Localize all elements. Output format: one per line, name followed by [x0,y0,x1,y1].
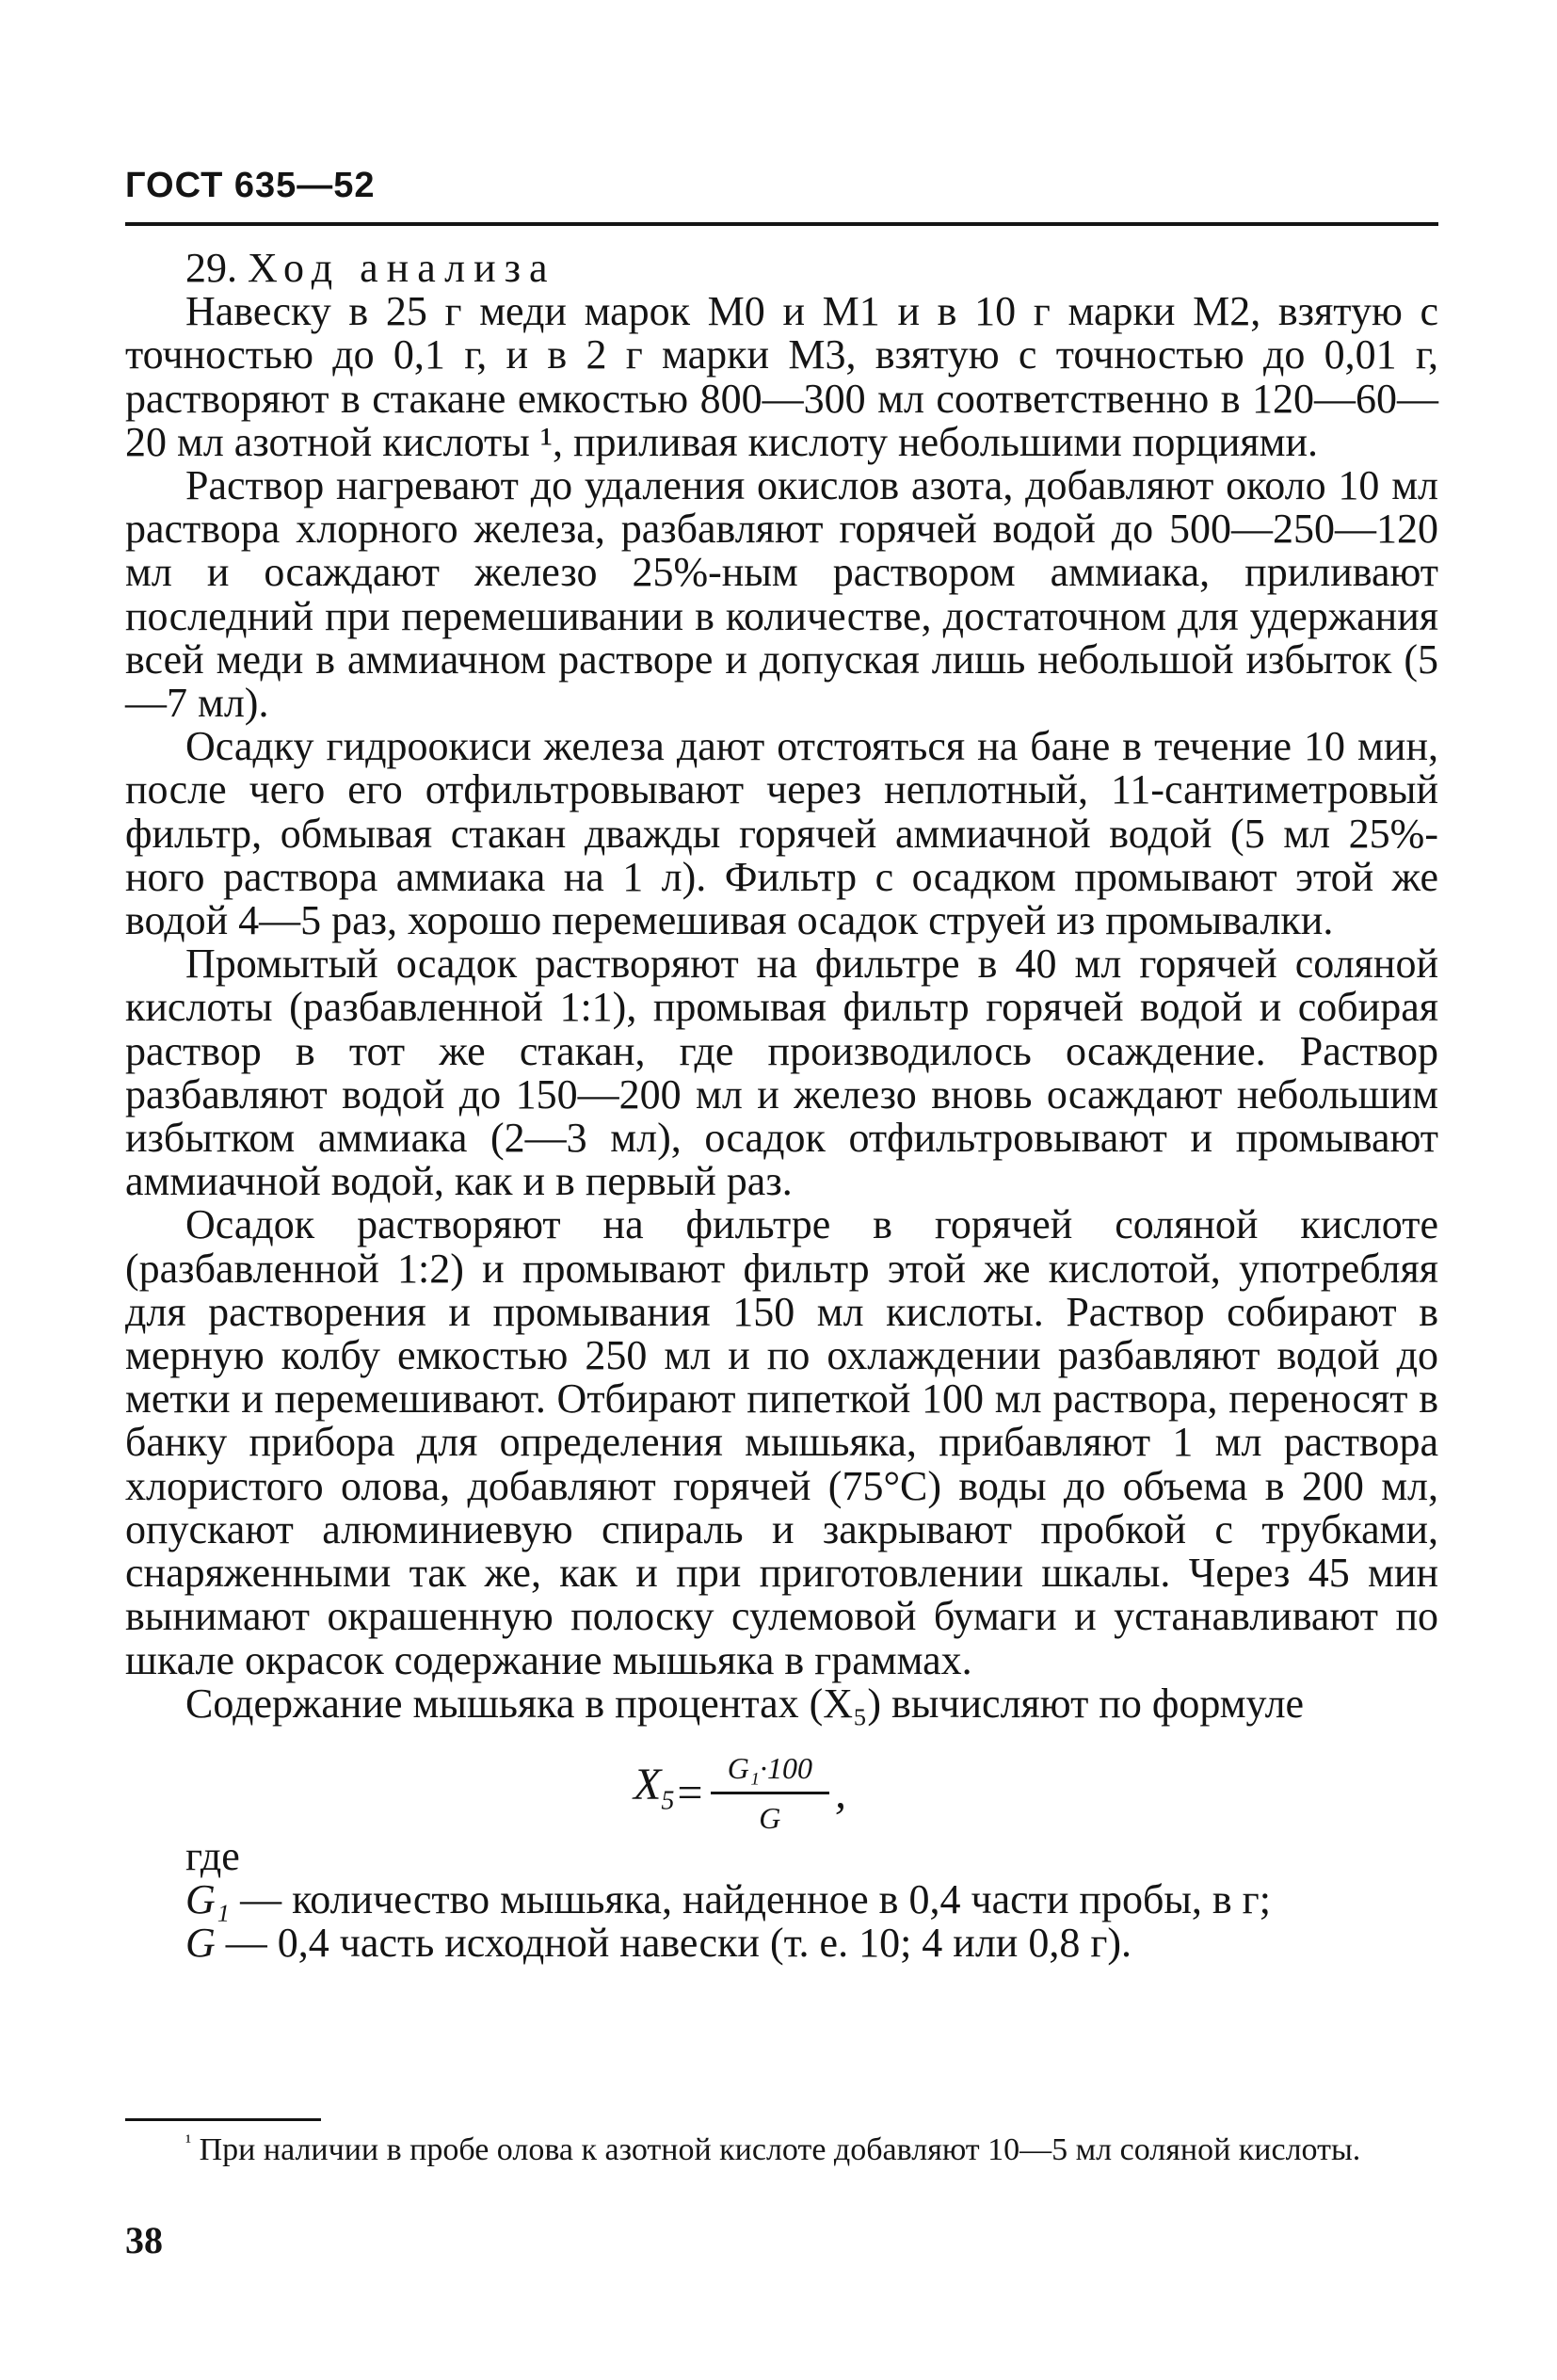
definition-symbol: G [185,1920,216,1967]
footnote-text: При наличии в пробе олова к азотной кислоте добавляют 10—5 мл соляной кислоты. [199,2132,1361,2167]
formula-fraction [711,1746,829,1840]
footnote-rule [125,2118,321,2121]
document-header: ГОСТ 635—52 [125,166,376,205]
paragraph-5: Осадок растворяют на фильтре в горячей соляной кислоте (разбавленной 1:2) и промывают фильтр этой же кислотой, употребляя для растворения и промывания 150 мл кислоты. Раствор собирают в мерную колбу емкостью 250 мл и по охлаждении разбавляют водой до метки и перемешивают. Отбирают пипеткой 100 мл раствора, переносят в банку прибора для определения мышьяка, прибавляют 1 мл раствора хлористого олова, добавляют горячей (75°С) воды до объема в 200 мл, опускают алюминиевую спираль и закрывают пробкой с трубками, снаряженными так же, как и при приготовлении шкалы. Через 45 мин вынимают окрашенную полоску сулемовой бумаги и устанавливают по шкале окрасок содержание мышьяка в граммах. [125,1201,1438,1683]
definition-symbol: G₁ [185,1876,231,1923]
section-title: Ход анализа [248,245,556,291]
formula [125,1731,1438,1835]
definition-g [125,1922,1438,1965]
formula-trailing: , [834,1767,846,1818]
section-number: 29. [185,245,237,291]
footnote [125,2131,1438,2169]
paragraph-4: Промытый осадок растворяют на фильтре в 40 мл горячей соляной кислоты (разбавленной 1:1), промывая фильтр горячей водой и собирая раствор в тот же стакан, где производилось осаждение. Раствор разбавляют водой до 150—200 мл и железо вновь осаждают небольшим избытком аммиака (2—3 мл), осадок отфильтровывают и промывают аммиачной водой, как и в первый раз. [125,941,1438,1205]
formula-denominator: G [759,1801,781,1836]
formula-numerator: G₁·100 [711,1746,829,1794]
document-body [125,247,1438,1966]
footnote-mark: ¹ [185,2131,192,2153]
header-rule [125,222,1438,226]
formula-lhs: $X_5$ [634,1759,675,1816]
paragraph-2: Раствор нагревают до удаления окислов азота, добавляют около 10 мл раствора хлорного железа, разбавляют горячей водой до 500—250—120 мл и осаждают железо 25%-ным раствором аммиака, приливают последний при перемешивании в количестве, достаточном для удержания всей меди в аммиачном растворе и допуская лишь небольшой избыток (5—7 мл). [125,462,1438,727]
formula-equals: = [674,1767,705,1818]
where-label: где [185,1832,240,1879]
section-heading [185,247,1438,290]
definition-text: — 0,4 часть исходной навески (т. е. 10; 4 или 0,8 г). [225,1920,1132,1967]
definition-g1 [125,1878,1438,1922]
paragraph-3: Осадку гидроокиси железа дают отстояться на бане в течение 10 мин, после чего его отфильтровывают через неплотный, 11-сантиметровый фильтр, обмывая стакан дважды горячей аммиачной водой (5 мл 25%-ного раствора аммиака на 1 л). Фильтр с осадком промывают этой же водой 4—5 раз, хорошо перемешивая осадок струей из промывалки. [125,723,1438,944]
page-number: 38 [125,2219,163,2261]
paragraph-6: Содержание мышьяка в процентах (X₅) вычисляют по формуле [185,1680,1305,1727]
formula-lhs-subscript: 5 [661,1786,675,1816]
paragraph-1: Навеску в 25 г меди марок М0 и М1 и в 10 г марки М2, взятую с точностью до 0,1 г, и в 2 г марки М3, взятую с точностью до 0,01 г, растворяют в стакане емкостью 800—300 мл соответственно в 120—60—20 мл азотной кислоты ¹, приливая кислоту небольшими порциями. [125,288,1438,465]
definition-text: — количество мышьяка, найденное в 0,4 части пробы, в г; [240,1876,1271,1923]
